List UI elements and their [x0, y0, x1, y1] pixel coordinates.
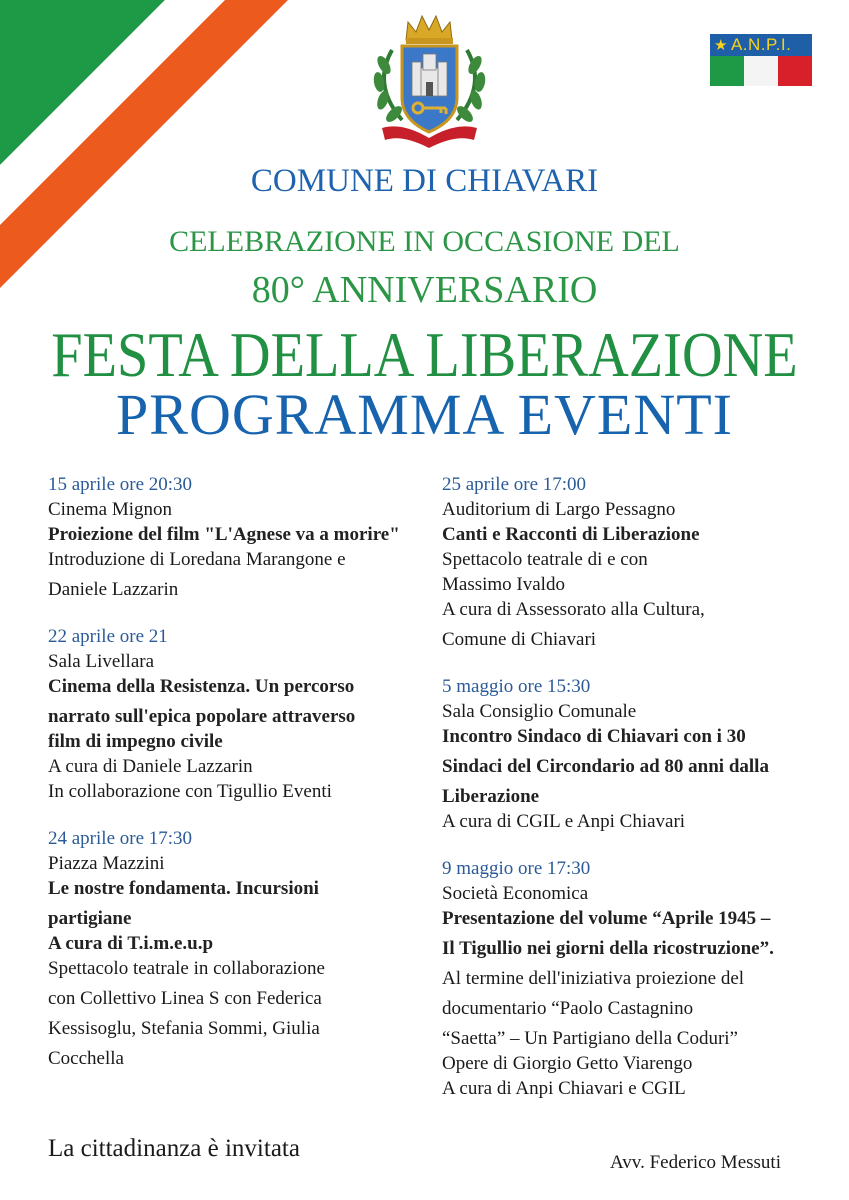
chiavari-coat-of-arms-icon: [362, 10, 497, 150]
event-entry: [442, 472, 822, 652]
anniversary-line: 80° ANNIVERSARIO: [251, 269, 598, 311]
event-title: film di impegno civile: [48, 731, 223, 752]
event-detail: A cura di CGIL e Anpi Chiavari: [442, 811, 686, 832]
event-venue: Sala Consiglio Comunale: [442, 701, 637, 722]
festival-title: FESTA DELLA LIBERAZIONE: [51, 319, 798, 390]
event-date: 5 maggio ore 15:30: [442, 676, 591, 697]
event-title: Il Tigullio nei giorni della ricostruzione”.: [442, 938, 774, 959]
event-date: 15 aprile ore 20:30: [48, 474, 193, 495]
event-entry: [48, 472, 428, 602]
event-venue: Cinema Mignon: [48, 499, 173, 520]
invitation-text: La cittadinanza è invitata: [48, 1135, 300, 1162]
anpi-logo: [710, 34, 812, 86]
event-detail: Opere di Giorgio Getto Viarengo: [442, 1053, 693, 1074]
event-title: A cura di T.i.m.e.u.p: [48, 933, 214, 954]
event-title: Proiezione del film "L'Agnese va a morire": [48, 524, 400, 545]
event-title: partigiane: [48, 908, 132, 929]
event-detail: con Collettivo Linea S con Federica: [48, 988, 322, 1009]
anpi-logo-text: A.N.P.I.: [730, 35, 792, 54]
event-entry: [48, 826, 428, 1071]
event-detail: Spettacolo teatrale di e con: [442, 549, 648, 570]
event-date: 9 maggio ore 17:30: [442, 858, 591, 879]
event-entry: [48, 624, 428, 804]
event-venue: Società Economica: [442, 883, 589, 904]
event-title: Cinema della Resistenza. Un percorso: [48, 676, 355, 697]
event-date: 24 aprile ore 17:30: [48, 828, 193, 849]
event-title: narrato sull'epica popolare attraverso: [48, 706, 356, 727]
event-entry: [442, 856, 822, 1101]
event-title: Presentazione del volume “Aprile 1945 –: [442, 908, 771, 929]
event-date: 25 aprile ore 17:00: [442, 474, 587, 495]
event-detail: A cura di Daniele Lazzarin: [48, 756, 253, 777]
event-detail: Comune di Chiavari: [442, 629, 597, 650]
event-detail: “Saetta” – Un Partigiano della Coduri”: [442, 1028, 738, 1049]
event-date: 22 aprile ore 21: [48, 626, 168, 647]
event-title: Le nostre fondamenta. Incursioni: [48, 878, 319, 899]
event-detail: Massimo Ivaldo: [442, 574, 565, 595]
event-detail: A cura di Anpi Chiavari e CGIL: [442, 1078, 686, 1099]
events-left-column: [48, 472, 428, 1093]
star-icon: ★: [714, 37, 728, 54]
event-detail: Cocchella: [48, 1048, 124, 1069]
event-title: Canti e Racconti di Liberazione: [442, 524, 700, 545]
municipality-title: COMUNE DI CHIAVARI: [250, 163, 599, 199]
event-entry: [442, 674, 822, 834]
program-title: PROGRAMMA EVENTI: [116, 382, 733, 447]
event-detail: documentario “Paolo Castagnino: [442, 998, 694, 1019]
event-title: Liberazione: [442, 786, 540, 807]
event-detail: A cura di Assessorato alla Cultura,: [442, 599, 705, 620]
event-venue: Piazza Mazzini: [48, 853, 165, 874]
event-detail: Kessisoglu, Stefania Sommi, Giulia: [48, 1018, 320, 1039]
signature: Avv. Federico Messuti: [610, 1152, 781, 1173]
event-detail: Introduzione di Loredana Marangone e: [48, 549, 346, 570]
event-detail: In collaborazione con Tigullio Eventi: [48, 781, 332, 802]
event-venue: Auditorium di Largo Pessagno: [442, 499, 676, 520]
italian-flag-icon: [710, 56, 812, 86]
event-detail: Spettacolo teatrale in collaborazione: [48, 958, 325, 979]
event-detail: Daniele Lazzarin: [48, 579, 179, 600]
celebration-line: CELEBRAZIONE IN OCCASIONE DEL: [169, 225, 680, 258]
event-title: Incontro Sindaco di Chiavari con i 30: [442, 726, 746, 747]
event-venue: Sala Livellara: [48, 651, 155, 672]
event-title: Sindaci del Circondario ad 80 anni dalla: [442, 756, 769, 777]
event-detail: Al termine dell'iniziativa proiezione del: [442, 968, 745, 989]
events-right-column: [442, 472, 822, 1123]
